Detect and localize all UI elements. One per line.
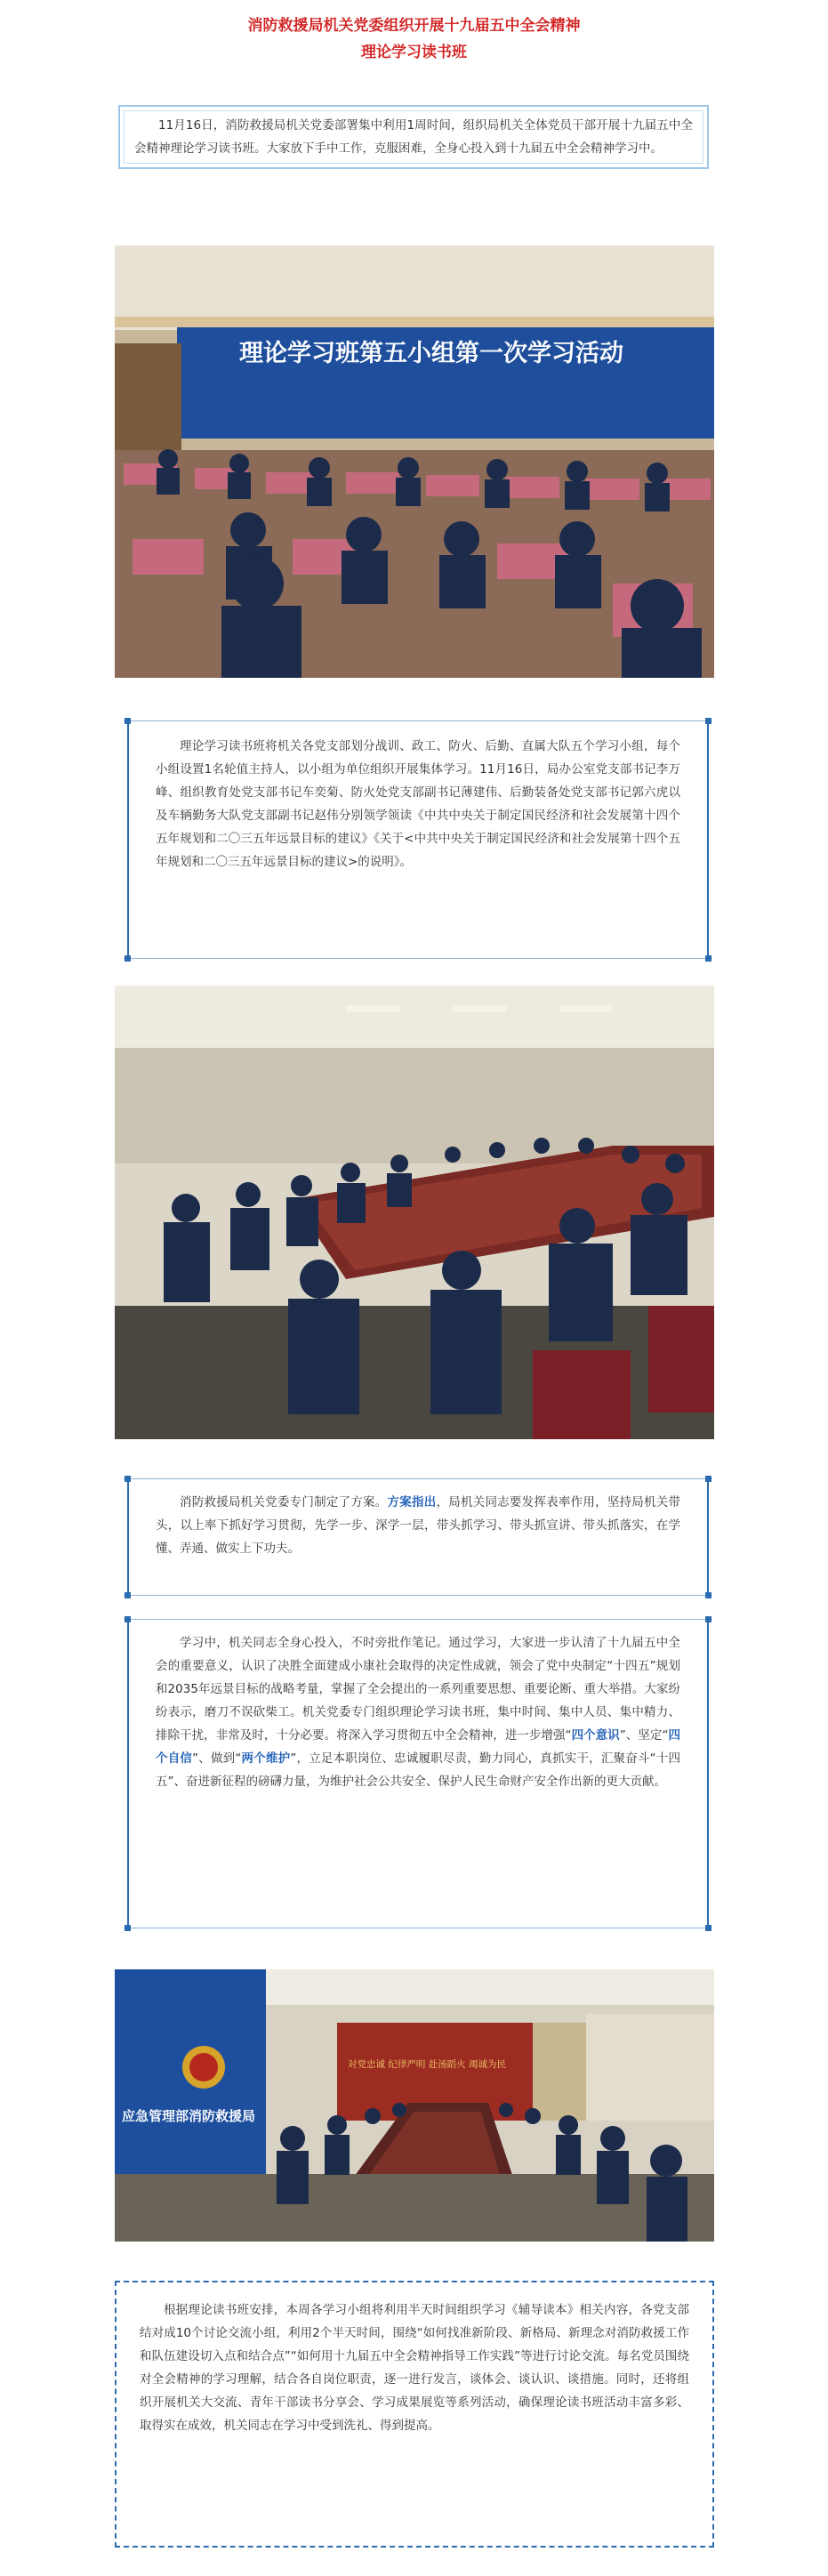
para4-text: 根据理论读书班安排，本周各学习小组将利用半天时间组织学习《辅导读本》相关内容，各党支部结对成10个讨论交流小组，利用2个半天时间，围绕“如何找准新阶段、新格局、新理念对消防救援工作和队伍建设切入点和结合点”“如何用十九届五中全会精神指导工作实践”等进行讨论交流。每名党员围绕对全会精神的学习理解，结合各自岗位职责，逐一进行发言，谈体会、谈认识、谈措施。同时，还将组织开展机关大交流、青年干部读书分享会、学习成果展览等系列活动，确保理论读书班活动丰富多彩、取得实在成效，机关同志在学习中受到洗礼、得到提高。 [140, 2303, 689, 2433]
corner-square [705, 1592, 711, 1598]
para3-highlight-2: 四个自信 [156, 1728, 680, 1766]
para3-part4: ”，立足本职岗位、忠诚履职尽责，勤力同心，真抓实干，汇聚奋斗“十四五”、奋进新征程的磅礴力量，为维护社会公共安全、保护人民生命财产安全作出新的更大贡献。 [156, 1751, 680, 1789]
corner-square [705, 1616, 711, 1622]
para1-box [124, 720, 712, 959]
corner-square [705, 718, 711, 724]
para3-part2: ”、坚定“ [619, 1728, 669, 1743]
corner-square [125, 1616, 131, 1622]
corner-square [125, 1592, 131, 1598]
para2-text-after: ，局机关同志要发挥表率作用，坚持局机关带头，以上率下抓好学习贯彻，先学一步、深学一层，带头抓学习、带头抓宣讲、带头抓落实，在学懂、弄通、做实上下功夫。 [156, 1495, 681, 1556]
corner-square [705, 955, 711, 962]
corner-square [705, 1925, 711, 1931]
para3-part3: ”、做到“ [192, 1751, 242, 1766]
corner-square [125, 1476, 131, 1482]
para1-text: 理论学习读书班将机关各党支部划分战训、政工、防火、后勤、直属大队五个学习小组，每个小组设置1名轮值主持人，以小组为单位组织开展集体学习。11月16日，局办公室党支部书记李万峰、组织教育处党支部书记车奕菊、防火处党支部副书记薄建伟、后勤装备处党支部书记郭六虎以及车辆勤务大队党支部副书记赵伟分别领学领读《中共中央关于制定国民经济和社会发展第十四个五年规划和二〇三五年远景目标的建议》《关于<中共中央关于制定国民经济和社会发展第十四个五年规划和二〇三五年远景目标的建议>的说明》。 [156, 739, 680, 869]
photo-meeting-room [115, 986, 714, 1439]
corner-square [125, 718, 131, 724]
box-bottom-line [124, 1595, 712, 1596]
para3-box [124, 1619, 712, 1928]
box-right-bar [707, 1619, 709, 1928]
box-top-line [124, 1619, 712, 1620]
box-left-bar [127, 1478, 129, 1596]
banner-text: 理论学习班第五小组第一次学习活动 [239, 340, 623, 367]
box-left-bar [127, 1619, 129, 1928]
photo-conference-hall [115, 1969, 714, 2242]
box-top-line [124, 720, 712, 721]
para2-text-before: 消防救援局机关党委专门制定了方案。 [180, 1495, 388, 1509]
intro-box [118, 105, 709, 169]
intro-text: 11月16日，消防救援局机关党委部署集中利用1周时间，组织局机关全体党员干部开展十九届五中全会精神理论学习读书班。大家放下手中工作，克服困难，全身心投入到十九届五中全会精神学习中。 [134, 118, 693, 156]
photo-study-session [115, 246, 714, 678]
box-right-bar [707, 1478, 709, 1596]
para2-highlight: 方案指出 [387, 1495, 437, 1509]
slogan-text: 对党忠诚 纪律严明 赴汤蹈火 竭诚为民 [348, 2059, 507, 2070]
para4-box [115, 2281, 714, 2548]
para3-text [156, 1619, 680, 1793]
para3-part1: 学习中，机关同志全身心投入，不时旁批作笔记。通过学习，大家进一步认清了十九届五中全会的重要意义，认识了决胜全面建成小康社会取得的决定性成就，领会了党中央制定“十四五”规划和2035年远景目标的战略考量，掌握了全会提出的一系列重要思想、重要论断、重大举措。大家纷纷表示，磨刀不误砍柴工。机关党委专门组织理论学习读书班，集中时间、集中人员、集中精力、排除干扰，非常及时，十分必要。将深入学习贯彻五中全会精神，进一步增强“ [156, 1636, 680, 1743]
box-top-line [124, 1478, 712, 1479]
box-bottom-line [124, 958, 712, 959]
corner-square [125, 1925, 131, 1931]
title-line-2: 理论学习读书班 [361, 44, 467, 61]
article-title [0, 12, 828, 66]
para2-box [124, 1478, 712, 1596]
corner-square [705, 1476, 711, 1482]
para2-text [156, 1478, 680, 1560]
box-left-bar [127, 720, 129, 959]
box-right-bar [707, 720, 709, 959]
wall-sign-text: 应急管理部消防救援局 [122, 2108, 256, 2124]
corner-square [125, 955, 131, 962]
para3-highlight-3: 两个维护 [241, 1751, 291, 1766]
title-line-1: 消防救援局机关党委组织开展十九届五中全会精神 [247, 17, 581, 35]
para3-highlight-1: 四个意识 [571, 1728, 620, 1743]
